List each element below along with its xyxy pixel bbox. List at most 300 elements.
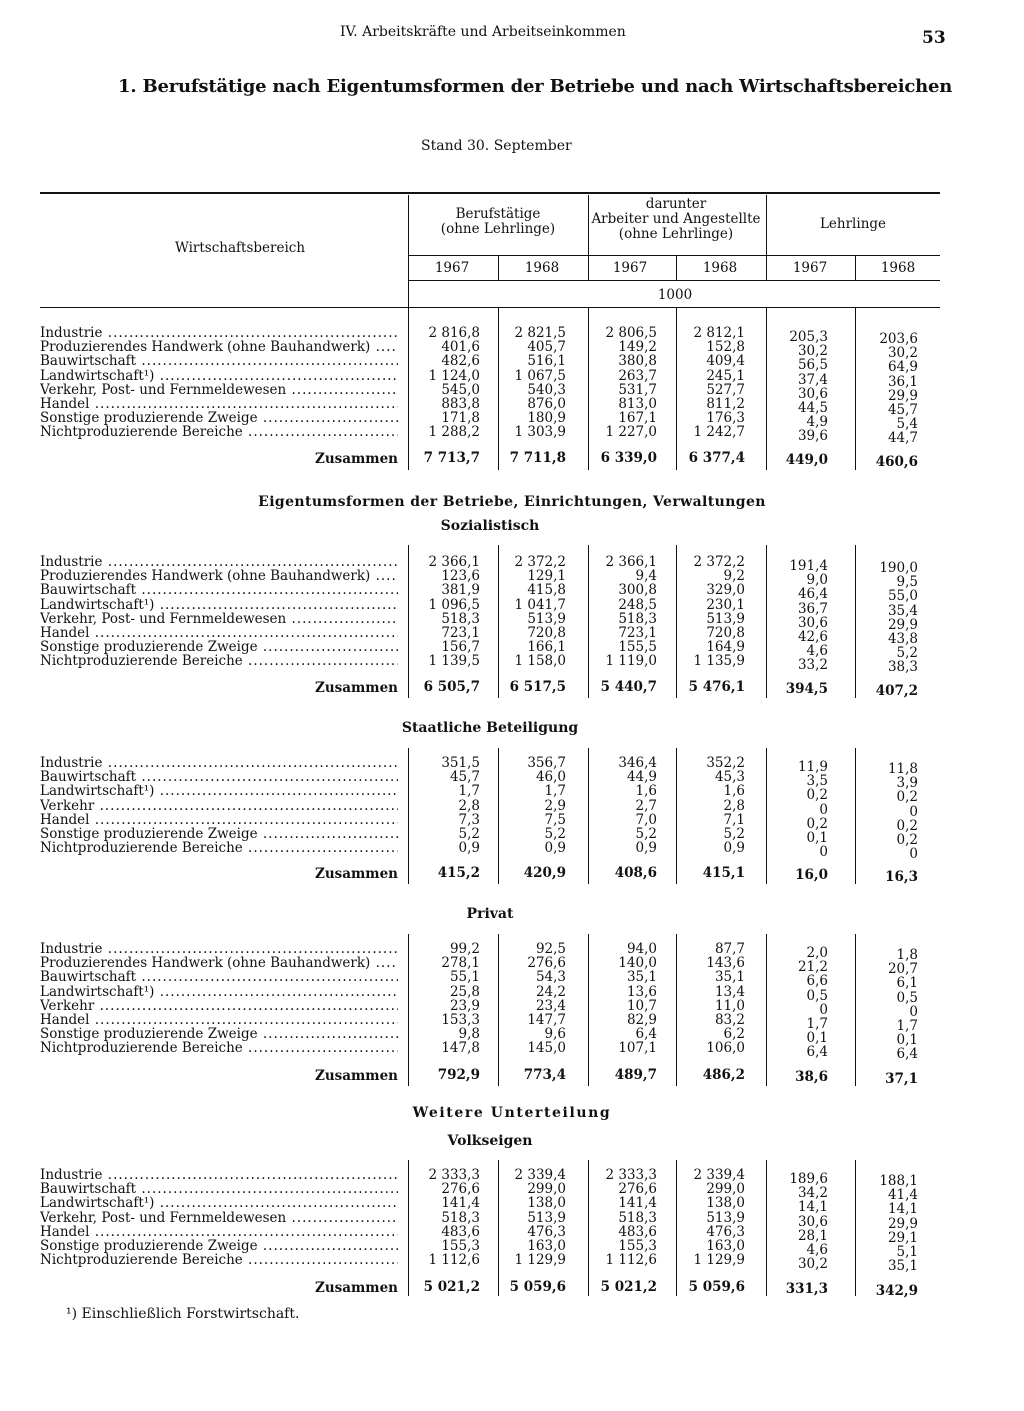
table-cell: 44,7	[887, 430, 918, 447]
table-cell: 0,5	[806, 987, 828, 1004]
row-label: Verkehr .....	[40, 799, 398, 813]
table-cell: 123,6	[441, 568, 480, 585]
table-cell: 0,2	[806, 787, 828, 804]
table-cell: 278,1	[441, 955, 480, 972]
table-cell: 2 372,2	[514, 554, 566, 570]
table-cell: 1 124,0	[428, 367, 480, 384]
table-cell: 415,8	[527, 582, 566, 599]
table-cell: 0,5	[896, 989, 918, 1006]
total-label: Zusammen	[315, 1280, 398, 1296]
table-cell: 245,1	[706, 367, 745, 384]
column-divider	[408, 307, 409, 470]
table-cell: 813,0	[618, 396, 657, 412]
row-label: Sonstige produzierende Zweige .....	[40, 640, 398, 654]
footnote: ¹) Einschließlich Forstwirtschaft.	[66, 1306, 300, 1322]
table-cell: 11,8	[887, 761, 918, 777]
table-cell: 513,9	[527, 1209, 566, 1226]
table-cell: 0	[819, 801, 828, 818]
section-heading: Weitere Unterteilung	[412, 1105, 612, 1121]
header-unit: 1000	[657, 287, 693, 303]
table-cell: 138,0	[527, 1195, 566, 1212]
total-cell: 415,2	[437, 865, 480, 881]
table-cell: 276,6	[527, 955, 566, 972]
column-divider	[408, 1160, 409, 1296]
header-group-lehrlinge: Lehrlinge	[819, 216, 887, 232]
table-cell: 518,3	[441, 1209, 480, 1226]
column-divider	[766, 1160, 767, 1296]
total-cell: 792,9	[437, 1067, 480, 1083]
subsection-heading: Staatliche Beteiligung	[401, 720, 579, 736]
table-cell: 29,9	[887, 1215, 918, 1232]
table-cell: 14,1	[797, 1199, 828, 1216]
table-cell: 5,4	[896, 416, 918, 433]
header-divider	[588, 195, 589, 280]
table-cell: 163,0	[527, 1238, 566, 1254]
table-cell: 5,1	[896, 1244, 918, 1260]
table-cell: 1 227,0	[605, 424, 657, 441]
table-cell: 203,6	[879, 331, 918, 347]
table-cell: 2 339,4	[693, 1167, 745, 1183]
table-cell: 30,2	[797, 1256, 828, 1273]
table-cell: 482,6	[441, 353, 480, 370]
table-cell: 129,1	[527, 568, 566, 585]
table-cell: 5,2	[635, 826, 657, 842]
row-label: Landwirtschaft¹) .....	[40, 784, 398, 798]
table-cell: 155,3	[618, 1238, 657, 1254]
table-cell: 107,1	[618, 1040, 657, 1057]
table-cell: 1 242,7	[693, 424, 745, 441]
table-cell: 29,9	[887, 616, 918, 633]
table-cell: 55,0	[887, 588, 918, 605]
column-divider	[766, 748, 767, 884]
table-cell: 1,7	[806, 1016, 828, 1032]
row-label: Industrie .....	[40, 326, 398, 340]
table-cell: 163,0	[706, 1238, 745, 1254]
total-cell: 486,2	[702, 1067, 745, 1083]
table-cell: 35,1	[626, 969, 657, 986]
table-cell: 9,8	[458, 1026, 480, 1043]
table-cell: 4,6	[806, 1242, 828, 1258]
table-cell: 155,3	[441, 1238, 480, 1254]
table-cell: 106,0	[706, 1040, 745, 1057]
table-cell: 143,6	[706, 955, 745, 972]
table-cell: 153,3	[441, 1012, 480, 1028]
total-cell: 5 059,6	[688, 1279, 745, 1295]
table-cell: 38,3	[887, 659, 918, 676]
table-cell: 876,0	[527, 396, 566, 412]
table-cell: 10,7	[626, 997, 657, 1014]
table-cell: 167,1	[618, 410, 657, 427]
table-cell: 381,9	[441, 582, 480, 599]
table-cell: 540,3	[527, 381, 566, 398]
table-cell: 141,4	[618, 1195, 657, 1212]
column-divider	[588, 1160, 589, 1296]
table-cell: 1,7	[896, 1018, 918, 1034]
table-cell: 2 333,3	[428, 1167, 480, 1183]
table-cell: 476,3	[527, 1223, 566, 1240]
table-cell: 92,5	[535, 941, 566, 957]
table-cell: 401,6	[441, 339, 480, 356]
table-cell: 5,2	[458, 826, 480, 842]
header-year: 1967	[792, 260, 828, 276]
table-cell: 9,0	[806, 572, 828, 589]
table-cell: 99,2	[449, 941, 480, 957]
table-cell: 0,1	[896, 1032, 918, 1049]
column-divider	[855, 934, 856, 1086]
total-cell: 5 059,6	[509, 1279, 566, 1295]
column-divider	[766, 307, 767, 470]
column-divider	[855, 748, 856, 884]
total-cell: 16,0	[795, 867, 828, 883]
table-cell: 2 366,1	[428, 554, 480, 570]
header-divider	[676, 255, 677, 280]
table-cell: 138,0	[706, 1195, 745, 1212]
column-divider	[498, 307, 499, 470]
table-cell: 1,8	[896, 947, 918, 963]
stand-date: Stand 30. September	[421, 138, 572, 154]
row-label: Nichtproduzierende Bereiche .....	[40, 425, 398, 439]
column-divider	[588, 934, 589, 1086]
table-cell: 1 303,9	[514, 424, 566, 441]
table-cell: 42,6	[797, 629, 828, 645]
table-cell: 723,1	[441, 625, 480, 641]
table-cell: 141,4	[441, 1195, 480, 1212]
column-divider	[498, 934, 499, 1086]
row-label: Handel .....	[40, 1013, 398, 1027]
table-cell: 37,4	[797, 371, 828, 388]
column-divider	[855, 1160, 856, 1296]
table-cell: 190,0	[879, 560, 918, 576]
column-divider	[676, 307, 677, 470]
table-cell: 299,0	[527, 1181, 566, 1198]
table-cell: 41,4	[887, 1187, 918, 1204]
table-cell: 149,2	[618, 339, 657, 356]
table-cell: 518,3	[618, 1209, 657, 1226]
row-label: Sonstige produzierende Zweige .....	[40, 1239, 398, 1253]
table-cell: 1,6	[635, 783, 657, 800]
table-cell: 346,4	[618, 755, 657, 771]
table-cell: 5,2	[896, 645, 918, 662]
header-divider	[498, 255, 499, 280]
total-cell: 5 021,2	[600, 1279, 657, 1295]
table-cell: 2 372,2	[693, 554, 745, 570]
table-cell: 30,2	[887, 345, 918, 362]
table-cell: 45,3	[714, 769, 745, 786]
header-year: 1968	[880, 260, 916, 276]
table-cell: 513,9	[527, 610, 566, 627]
table-cell: 409,4	[706, 353, 745, 370]
table-cell: 1 041,7	[514, 596, 566, 613]
total-label: Zusammen	[315, 866, 398, 882]
table-cell: 171,8	[441, 410, 480, 427]
total-label: Zusammen	[315, 680, 398, 696]
table-cell: 56,5	[797, 357, 828, 374]
table-cell: 9,5	[896, 574, 918, 591]
table-cell: 166,1	[527, 639, 566, 656]
total-cell: 420,9	[523, 865, 566, 881]
table-cell: 3,5	[806, 773, 828, 790]
table-cell: 152,8	[706, 339, 745, 356]
total-label: Zusammen	[315, 451, 398, 467]
table-cell: 1 119,0	[605, 653, 657, 670]
table-cell: 30,6	[797, 385, 828, 402]
table-cell: 300,8	[618, 582, 657, 599]
table-cell: 1 158,0	[514, 653, 566, 670]
header-unit-rule-top	[408, 280, 940, 281]
column-divider	[676, 748, 677, 884]
table-cell: 513,9	[706, 1209, 745, 1226]
row-label: Bauwirtschaft .....	[40, 583, 398, 597]
table-cell: 720,8	[706, 625, 745, 641]
table-cell: 44,9	[626, 769, 657, 786]
header-years-rule	[408, 255, 940, 256]
table-cell: 9,4	[635, 568, 657, 585]
table-cell: 1 096,5	[428, 596, 480, 613]
column-divider	[408, 934, 409, 1086]
table-cell: 883,8	[441, 396, 480, 412]
total-cell: 6 517,5	[509, 679, 566, 695]
header-divider	[855, 255, 856, 280]
table-cell: 276,6	[618, 1181, 657, 1198]
row-label: Sonstige produzierende Zweige .....	[40, 827, 398, 841]
row-label: Verkehr, Post- und Fernmeldewesen .....	[40, 1211, 398, 1225]
header-bottom-rule	[40, 307, 940, 308]
total-cell: 331,3	[785, 1281, 828, 1297]
subsection-heading: Privat	[466, 906, 514, 922]
table-cell: 45,7	[887, 402, 918, 418]
table-cell: 0	[909, 846, 918, 863]
table-cell: 1 112,6	[605, 1252, 657, 1269]
table-cell: 2 821,5	[514, 325, 566, 341]
table-cell: 189,6	[789, 1171, 828, 1187]
row-label: Produzierendes Handwerk (ohne Bauhandwerk) .....	[40, 340, 398, 354]
table-cell: 6,4	[806, 1044, 828, 1061]
table-cell: 147,8	[441, 1040, 480, 1057]
table-cell: 0,1	[806, 1030, 828, 1047]
total-cell: 38,6	[795, 1069, 828, 1085]
total-cell: 6 377,4	[688, 450, 745, 466]
table-cell: 0,2	[896, 817, 918, 834]
table-cell: 0,2	[806, 815, 828, 832]
table-cell: 299,0	[706, 1181, 745, 1198]
table-cell: 191,4	[789, 558, 828, 574]
column-divider	[498, 1160, 499, 1296]
table-cell: 20,7	[887, 961, 918, 978]
row-label: Verkehr .....	[40, 999, 398, 1013]
table-cell: 82,9	[626, 1012, 657, 1028]
table-cell: 6,4	[896, 1046, 918, 1063]
table-cell: 2 366,1	[605, 554, 657, 570]
total-cell: 6 339,0	[600, 450, 657, 466]
table-cell: 2,7	[635, 797, 657, 814]
table-cell: 33,2	[797, 657, 828, 674]
table-cell: 29,1	[887, 1229, 918, 1246]
table-cell: 30,6	[797, 1213, 828, 1230]
table-cell: 23,9	[449, 997, 480, 1014]
table-cell: 28,1	[797, 1227, 828, 1244]
table-cell: 24,2	[535, 983, 566, 1000]
table-cell: 513,9	[706, 610, 745, 627]
table-cell: 35,1	[714, 969, 745, 986]
column-divider	[408, 545, 409, 698]
table-cell: 6,4	[635, 1026, 657, 1043]
table-cell: 1 288,2	[428, 424, 480, 441]
total-cell: 5 476,1	[688, 679, 745, 695]
column-divider	[588, 545, 589, 698]
column-divider	[588, 307, 589, 470]
header-row-label: Wirtschaftsbereich	[174, 240, 306, 256]
table-cell: 11,0	[714, 997, 745, 1014]
row-label: Industrie .....	[40, 942, 398, 956]
section-heading: Eigentumsformen der Betriebe, Einrichtungen, Verwaltungen	[258, 494, 766, 510]
table-cell: 13,4	[714, 983, 745, 1000]
row-label: Industrie .....	[40, 555, 398, 569]
table-cell: 0,9	[635, 840, 657, 857]
table-cell: 147,7	[527, 1012, 566, 1028]
table-cell: 352,2	[706, 755, 745, 771]
total-cell: 6 505,7	[423, 679, 480, 695]
table-cell: 2 333,3	[605, 1167, 657, 1183]
table-cell: 34,2	[797, 1185, 828, 1202]
column-divider	[766, 545, 767, 698]
table-cell: 2 812,1	[693, 325, 745, 341]
column-divider	[676, 545, 677, 698]
table-cell: 29,9	[887, 387, 918, 404]
table-cell: 94,0	[626, 941, 657, 957]
table-cell: 1 067,5	[514, 367, 566, 384]
row-label: Nichtproduzierende Bereiche .....	[40, 654, 398, 668]
row-label: Nichtproduzierende Bereiche .....	[40, 841, 398, 855]
table-cell: 2,9	[544, 797, 566, 814]
table-cell: 35,4	[887, 602, 918, 619]
table-cell: 13,6	[626, 983, 657, 1000]
total-cell: 16,3	[885, 869, 918, 885]
total-cell: 489,7	[614, 1067, 657, 1083]
total-label: Zusammen	[315, 1068, 398, 1084]
table-cell: 0,9	[723, 840, 745, 857]
table-cell: 45,7	[449, 769, 480, 786]
table-cell: 3,9	[896, 775, 918, 792]
total-cell: 415,1	[702, 865, 745, 881]
table-cell: 140,0	[618, 955, 657, 972]
header-divider	[408, 280, 409, 307]
table-cell: 6,6	[806, 973, 828, 990]
table-cell: 46,4	[797, 586, 828, 603]
table-cell: 164,9	[706, 639, 745, 656]
table-cell: 21,2	[797, 959, 828, 976]
table-cell: 720,8	[527, 625, 566, 641]
table-cell: 9,6	[544, 1026, 566, 1043]
table-cell: 54,3	[535, 969, 566, 986]
table-cell: 1 135,9	[693, 653, 745, 670]
row-label: Sonstige produzierende Zweige .....	[40, 411, 398, 425]
table-cell: 1 129,9	[693, 1252, 745, 1269]
table-cell: 518,3	[441, 610, 480, 627]
table-cell: 356,7	[527, 755, 566, 771]
table-cell: 329,0	[706, 582, 745, 599]
table-cell: 30,6	[797, 614, 828, 631]
column-divider	[676, 1160, 677, 1296]
column-divider	[676, 934, 677, 1086]
header-divider	[408, 195, 409, 280]
total-cell: 394,5	[785, 681, 828, 697]
table-cell: 545,0	[441, 381, 480, 398]
table-cell: 1,7	[458, 783, 480, 800]
table-cell: 1,7	[544, 783, 566, 800]
row-label: Industrie .....	[40, 1168, 398, 1182]
running-head: IV. Arbeitskräfte und Arbeitseinkommen	[340, 24, 626, 40]
table-cell: 30,2	[797, 343, 828, 360]
table-cell: 7,1	[723, 811, 745, 828]
table-cell: 405,7	[527, 339, 566, 356]
row-label: Produzierendes Handwerk (ohne Bauhandwerk) .....	[40, 956, 398, 970]
column-divider	[855, 307, 856, 470]
table-cell: 527,7	[706, 381, 745, 398]
row-label: Industrie .....	[40, 756, 398, 770]
header-year: 1968	[524, 260, 560, 276]
table-cell: 7,0	[635, 811, 657, 828]
table-cell: 0	[909, 1003, 918, 1020]
row-label: Handel .....	[40, 1225, 398, 1239]
table-cell: 4,9	[806, 414, 828, 431]
table-cell: 2 806,5	[605, 325, 657, 341]
table-cell: 39,6	[797, 428, 828, 445]
table-cell: 6,2	[723, 1026, 745, 1043]
row-label: Nichtproduzierende Bereiche .....	[40, 1253, 398, 1267]
table-cell: 1 129,9	[514, 1252, 566, 1269]
table-cell: 0,9	[458, 840, 480, 857]
table-cell: 0,1	[806, 830, 828, 846]
table-cell: 55,1	[449, 969, 480, 986]
table-cell: 516,1	[527, 353, 566, 370]
column-divider	[588, 748, 589, 884]
header-year: 1967	[434, 260, 470, 276]
subsection-heading: Sozialistisch	[440, 518, 540, 534]
table-cell: 1 112,6	[428, 1252, 480, 1269]
table-cell: 7,5	[544, 811, 566, 828]
table-cell: 9,2	[723, 568, 745, 585]
table-cell: 11,9	[797, 759, 828, 775]
total-cell: 773,4	[523, 1067, 566, 1083]
table-cell: 25,8	[449, 983, 480, 1000]
table-cell: 6,1	[896, 975, 918, 992]
row-label: Handel .....	[40, 397, 398, 411]
table-cell: 518,3	[618, 610, 657, 627]
table-cell: 5,2	[723, 826, 745, 842]
table-cell: 248,5	[618, 596, 657, 613]
table-cell: 43,8	[887, 631, 918, 647]
table-cell: 176,3	[706, 410, 745, 427]
table-cell: 0,2	[896, 789, 918, 806]
row-label: Bauwirtschaft .....	[40, 970, 398, 984]
row-label: Verkehr, Post- und Fernmeldewesen .....	[40, 383, 398, 397]
column-divider	[408, 748, 409, 884]
table-cell: 723,1	[618, 625, 657, 641]
row-label: Nichtproduzierende Bereiche .....	[40, 1041, 398, 1055]
total-cell: 5 440,7	[600, 679, 657, 695]
total-cell: 342,9	[875, 1283, 918, 1299]
table-cell: 1 139,5	[428, 653, 480, 670]
row-label: Landwirtschaft¹) .....	[40, 985, 398, 999]
table-cell: 188,1	[879, 1173, 918, 1189]
table-cell: 0	[909, 803, 918, 820]
table-cell: 276,6	[441, 1181, 480, 1198]
total-cell: 5 021,2	[423, 1279, 480, 1295]
total-cell: 407,2	[875, 683, 918, 699]
column-divider	[498, 748, 499, 884]
table-cell: 2,8	[723, 797, 745, 814]
column-divider	[855, 545, 856, 698]
